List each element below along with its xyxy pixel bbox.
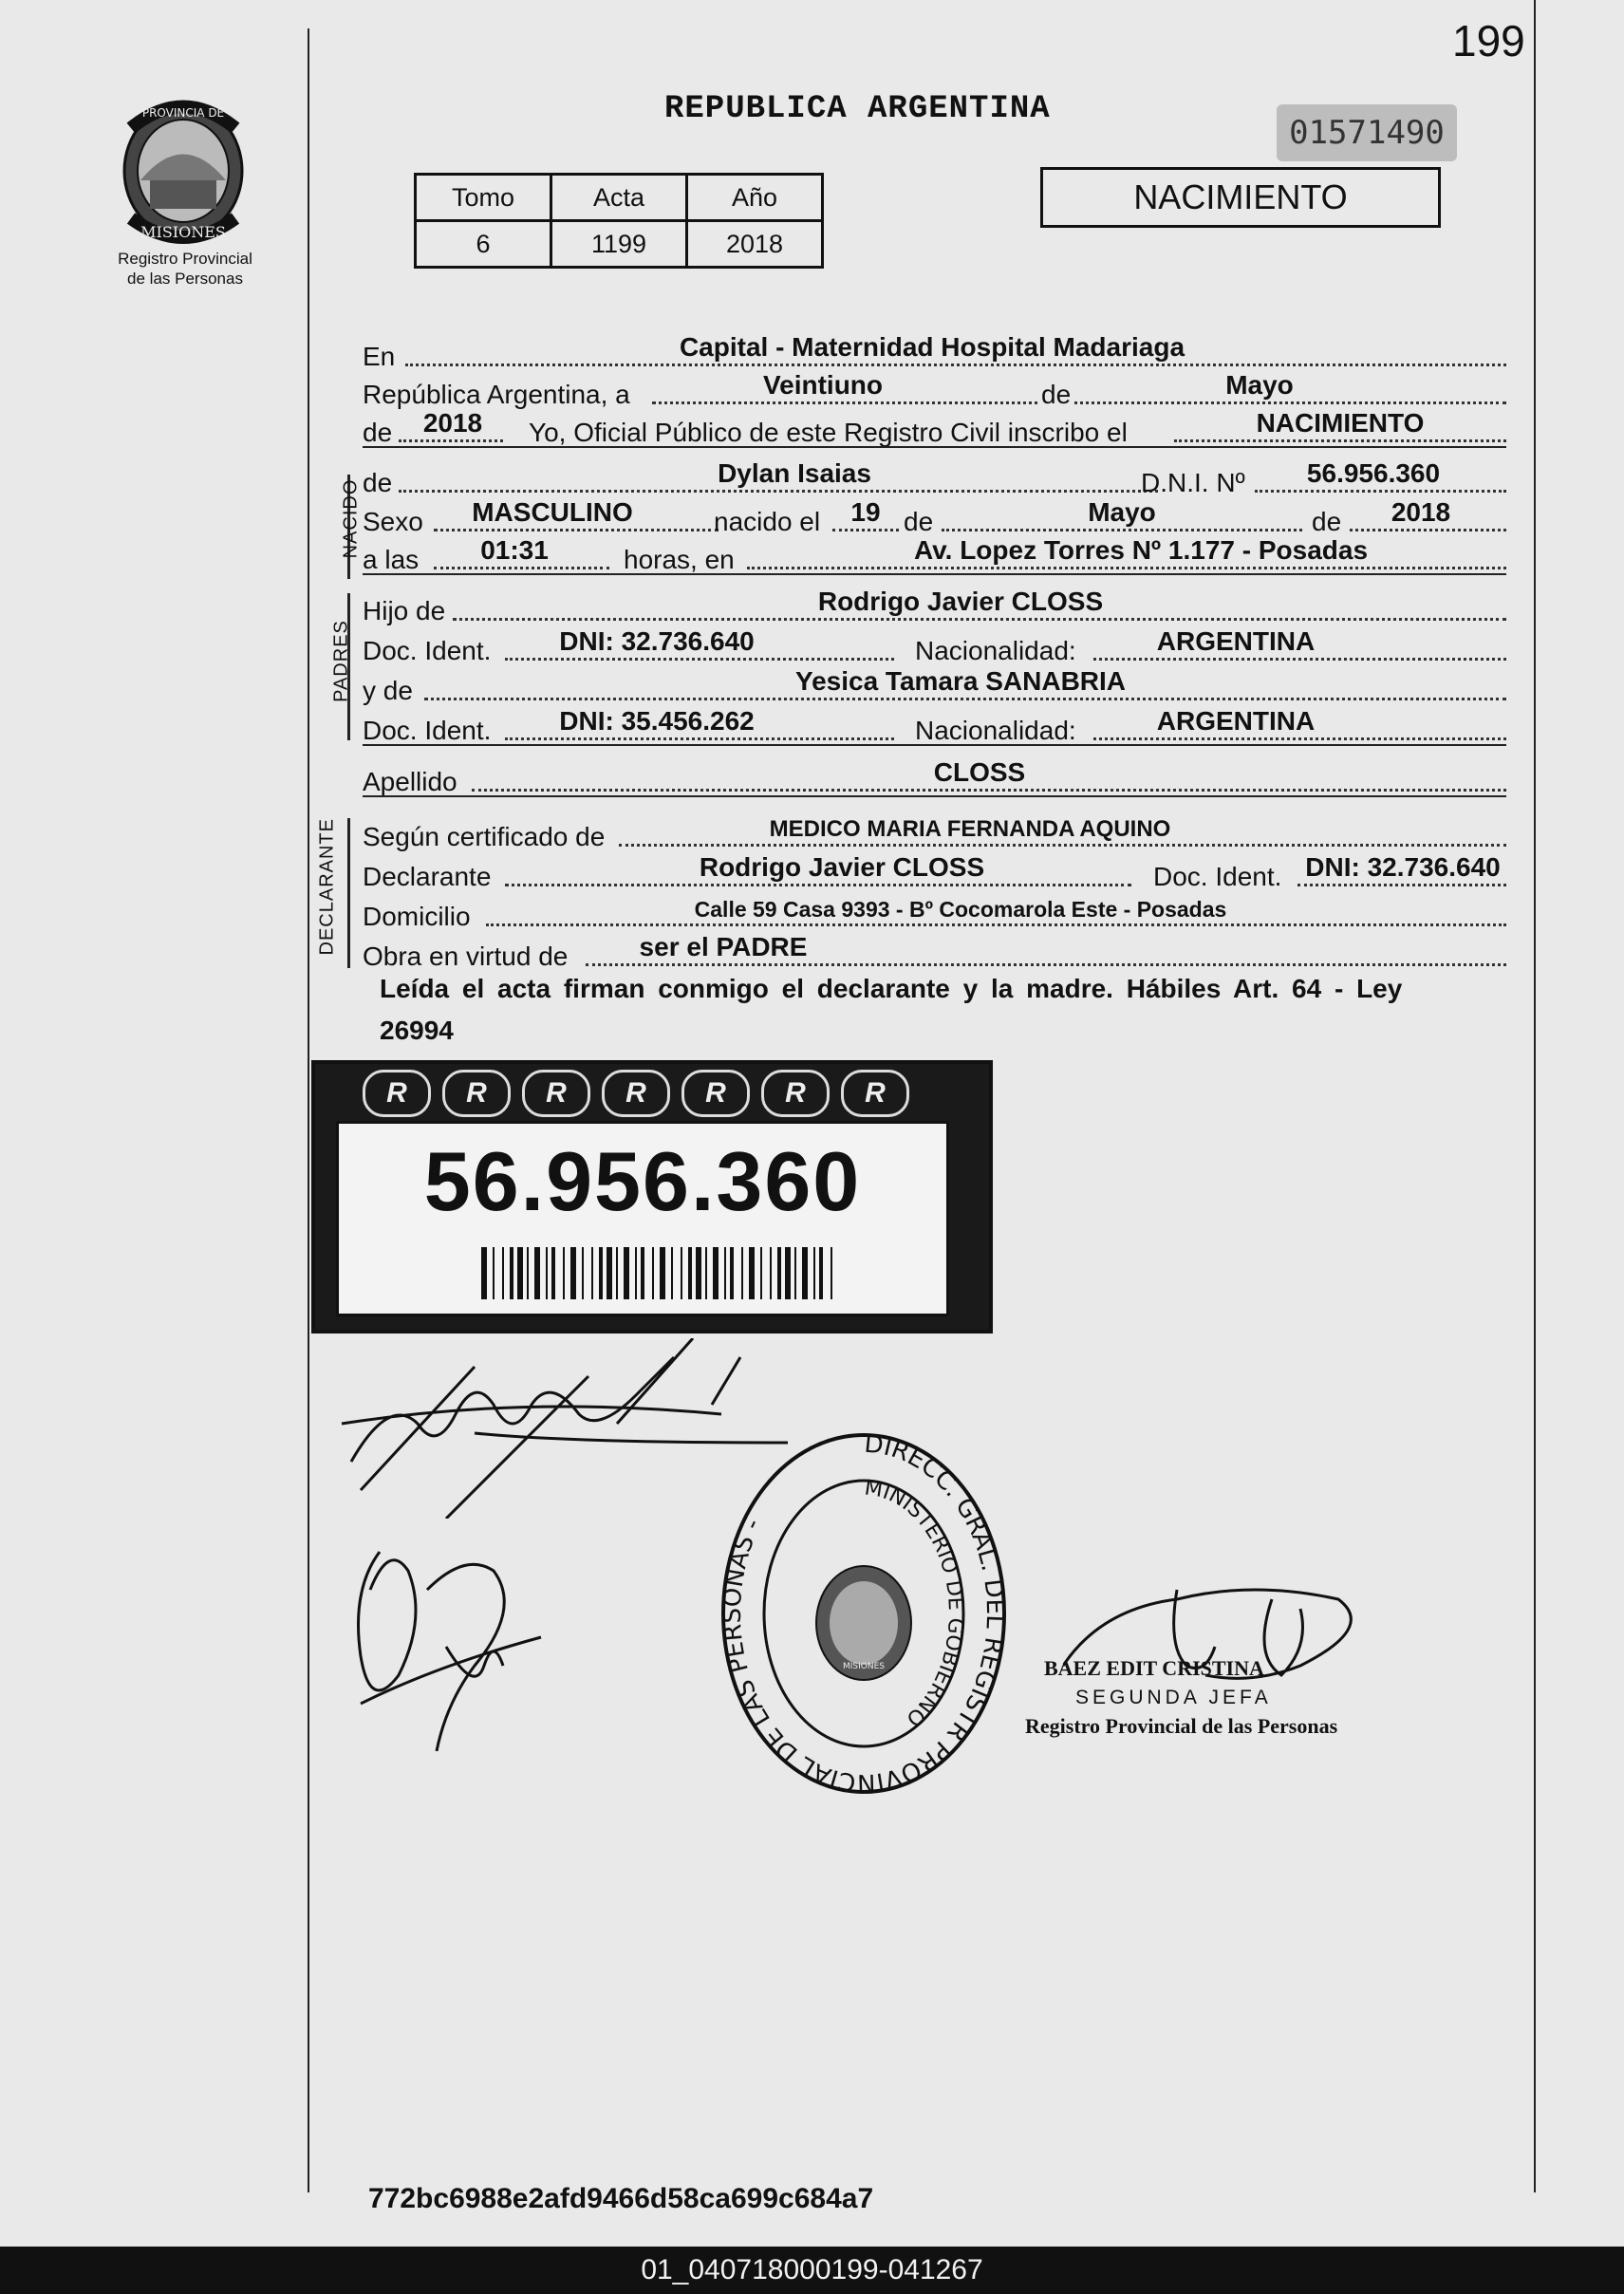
en-label: En xyxy=(363,342,396,371)
signature-madre xyxy=(342,1533,551,1761)
official-name: BAEZ EDIT CRISTINA xyxy=(1044,1656,1264,1680)
sexo-label: Sexo xyxy=(363,507,423,536)
record-table-value-row xyxy=(416,221,823,268)
lugar-value: Av. Lopez Torres Nº 1.177 - Posadas xyxy=(913,535,1369,565)
horas-en-label: horas, en xyxy=(624,545,735,574)
republica-label: República Argentina, a xyxy=(363,380,630,409)
row-domicilio xyxy=(363,894,1506,932)
value-acta: 1199 xyxy=(551,221,687,268)
province-logo xyxy=(112,90,254,252)
footer-code: 01_040718000199-041267 xyxy=(0,2247,1624,2294)
hora-value: 01:31 xyxy=(480,535,549,565)
stamp-r-mark: R xyxy=(522,1070,590,1117)
serial-number: 01571490 xyxy=(1277,104,1457,161)
padre-nac-label: Nacionalidad: xyxy=(915,636,1076,665)
declarante-value: Rodrigo Javier CLOSS xyxy=(699,852,985,882)
barcode xyxy=(481,1247,842,1299)
certificado-value: MEDICO MARIA FERNANDA AQUINO xyxy=(769,816,1171,842)
certificado-label: Según certificado de xyxy=(363,822,606,851)
row-padre xyxy=(363,588,1506,626)
apellido-label: Apellido xyxy=(363,767,457,796)
yde-label: y de xyxy=(363,676,413,705)
row-madre-doc xyxy=(363,708,1506,746)
domicilio-value: Calle 59 Casa 9393 - Bº Cocomarola Este - Posadas xyxy=(694,897,1227,922)
nombre-value: Dylan Isaias xyxy=(718,458,871,488)
closing-statement: Leída el acta firman conmigo el declarante y la madre. Hábiles Art. 64 - Ley 26994 xyxy=(380,974,1403,1045)
record-table xyxy=(414,173,824,269)
stamp-r-mark: R xyxy=(363,1070,431,1117)
domicilio-label: Domicilio xyxy=(363,902,471,931)
official-title: SEGUNDA JEFA xyxy=(1075,1687,1272,1708)
right-margin-line xyxy=(1534,0,1536,2192)
padre-doc-value: DNI: 32.736.640 xyxy=(559,626,755,656)
nacido-label: nacido el xyxy=(714,507,821,536)
row-republica xyxy=(363,372,1506,410)
apellido-value: CLOSS xyxy=(933,757,1026,787)
stamp-r-mark: R xyxy=(761,1070,830,1117)
row-en xyxy=(363,334,1506,372)
nacido-de-label: de xyxy=(904,507,934,536)
seal-emblem-text: MISIONES xyxy=(842,1662,886,1671)
padre-value: Rodrigo Javier CLOSS xyxy=(817,587,1104,616)
seal-inner-text: MINISTERIO DE GOBIERNO xyxy=(863,1476,968,1731)
nacido-anio: 2018 xyxy=(1391,497,1451,527)
padre-nac-value: ARGENTINA xyxy=(1156,626,1316,656)
de2-label: de xyxy=(363,418,393,447)
header-anio: Año xyxy=(687,175,823,221)
madre-doc-value: DNI: 35.456.262 xyxy=(559,706,755,736)
nombre-label: de xyxy=(363,468,393,497)
alas-label: a las xyxy=(363,545,420,574)
anio-value: 2018 xyxy=(422,408,483,438)
nacido-dia: 19 xyxy=(850,497,881,527)
row-nombre xyxy=(363,460,1506,498)
header-tomo: Tomo xyxy=(416,175,551,221)
declarante-doc-value: DNI: 32.736.640 xyxy=(1305,852,1501,882)
stamp-number: 56.956.360 xyxy=(423,1134,862,1228)
row-padre-doc xyxy=(363,628,1506,666)
row-apellido xyxy=(363,759,1506,797)
declarante-doc-label: Doc. Ident. xyxy=(1153,862,1282,891)
stamp-r-mark: R xyxy=(442,1070,511,1117)
padre-doc-label: Doc. Ident. xyxy=(363,636,492,665)
document-hash: 772bc6988e2afd9466d58ca699c684a7 xyxy=(368,2183,874,2214)
dia-value: Veintiuno xyxy=(763,370,883,400)
stamp-r-mark: R xyxy=(841,1070,909,1117)
official-seal xyxy=(717,1424,1011,1794)
nacido-de2-label: de xyxy=(1312,507,1342,536)
side-label-declarante: DECLARANTE xyxy=(316,818,338,956)
official-office: Registro Provincial de las Personas xyxy=(1025,1714,1338,1738)
madre-nac-label: Nacionalidad: xyxy=(915,716,1076,745)
seal-ring-text: DIRECC. GRAL. DEL REGISTR PROVINCIAL DE LAS PERSONAS - xyxy=(718,1429,1010,1794)
record-table-header-row xyxy=(416,175,823,221)
row-madre xyxy=(363,668,1506,706)
security-stamp xyxy=(311,1060,993,1334)
declarante-label: Declarante xyxy=(363,862,492,891)
side-label-padres: PADRES xyxy=(330,620,352,702)
madre-doc-label: Doc. Ident. xyxy=(363,716,492,745)
row-obra xyxy=(363,934,1506,972)
logo-top-text: PROVINCIA DE xyxy=(141,106,225,120)
dni-value: 56.956.360 xyxy=(1306,458,1441,488)
row-inscribo xyxy=(363,410,1506,448)
record-type-box: NACIMIENTO xyxy=(1040,167,1441,228)
inscribo-value: NACIMIENTO xyxy=(1256,408,1425,438)
declarante-bracket xyxy=(347,818,350,968)
sexo-value: MASCULINO xyxy=(472,497,633,527)
left-margin-line xyxy=(308,28,309,2192)
page-number: 199 xyxy=(1452,16,1525,65)
stamp-r-row xyxy=(363,1070,970,1119)
stamp-inner-panel xyxy=(336,1121,949,1316)
stamp-r-mark: R xyxy=(602,1070,670,1117)
logo-bottom-text: MISIONES xyxy=(140,223,226,241)
row-hora xyxy=(363,537,1506,575)
madre-value: Yesica Tamara SANABRIA xyxy=(794,666,1127,696)
logo-caption-line2: de las Personas xyxy=(127,270,243,288)
row-declarante xyxy=(363,854,1506,892)
value-tomo: 6 xyxy=(416,221,551,268)
side-label-nacido: NACIDO xyxy=(340,478,362,559)
header-acta: Acta xyxy=(551,175,687,221)
obra-value: ser el PADRE xyxy=(639,932,808,961)
madre-nac-value: ARGENTINA xyxy=(1156,706,1316,736)
inscribo-label: Yo, Oficial Público de este Registro Civil inscribo el xyxy=(529,418,1128,447)
logo-caption-line1: Registro Provincial xyxy=(118,250,252,268)
hijo-label: Hijo de xyxy=(363,596,446,625)
row-certificado xyxy=(363,814,1506,852)
obra-label: Obra en virtud de xyxy=(363,942,569,971)
country-title: REPUBLICA ARGENTINA xyxy=(664,91,1051,127)
stamp-r-mark: R xyxy=(681,1070,750,1117)
mes-value: Mayo xyxy=(1225,370,1294,400)
dni-label: D.N.I. Nº xyxy=(1141,468,1245,497)
de-label: de xyxy=(1038,380,1073,410)
value-anio: 2018 xyxy=(687,221,823,268)
row-sexo xyxy=(363,499,1506,537)
logo-caption xyxy=(90,249,280,289)
nacido-mes: Mayo xyxy=(1088,497,1156,527)
en-value: Capital - Maternidad Hospital Madariaga xyxy=(679,332,1185,362)
